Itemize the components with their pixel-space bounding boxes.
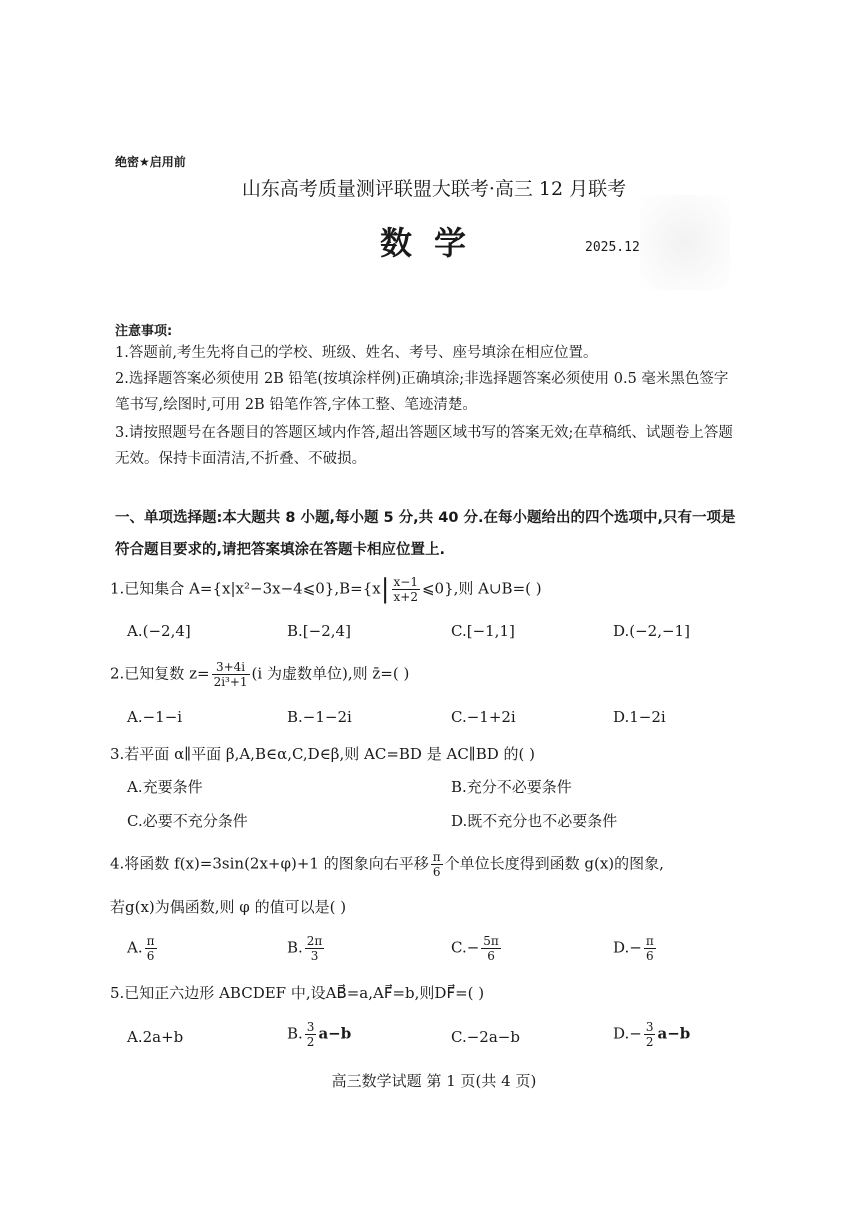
subject-title: 数学 [379, 224, 488, 262]
q2-frac-num: 3+4i [212, 660, 250, 675]
q4-a-prefix: A. [127, 938, 143, 957]
q1-option-d: D.(−2,−1] [613, 622, 690, 640]
q4-a-den: 6 [146, 949, 155, 963]
q1-fraction [392, 575, 420, 604]
question-4-stem-line2: 若g(x)为偶函数,则 φ 的值可以是( ) [110, 898, 347, 916]
exam-title: 山东高考质量测评联盟大联考·高三 12 月联考 [241, 178, 627, 200]
q4-shift-den: 6 [432, 865, 441, 879]
notice-item-3: 3.请按照题号在各题目的答题区域内作答,超出答题区域书写的答案无效;在草稿纸、试题卷上答题无效。保持卡面清洁,不折叠、不破损。 [115, 425, 733, 467]
q2-frac-den: 2i³+1 [213, 675, 248, 689]
q1-frac-den: x+2 [393, 590, 418, 604]
question-4-stem [110, 850, 664, 879]
q4-b-frac [305, 934, 325, 963]
q1-option-a: A.(−2,4] [127, 622, 191, 640]
q5-d-num: 3 [645, 1020, 654, 1034]
q5-b-suffix: a−b [318, 1024, 352, 1043]
q5-d-frac [644, 1020, 656, 1049]
exam-date: 2025.12 [585, 240, 640, 255]
q5-option-a: A.2a+b [127, 1028, 184, 1046]
q3-option-a: A.充要条件 [127, 778, 203, 796]
q4-option-a [127, 934, 159, 963]
q4-option-d [613, 934, 658, 963]
q5-option-c: C.−2a−b [451, 1028, 520, 1046]
q2-stem-part: 2.已知复数 z= [110, 664, 210, 683]
q2-option-b: B.−1−2i [287, 708, 352, 726]
question-1-stem [110, 575, 542, 604]
q1-option-c: C.[−1,1] [451, 622, 515, 640]
q4-shift-num: π [432, 850, 441, 864]
q4-option-c [451, 934, 503, 963]
q2-stem-tail: (i 为虚数单位),则 z̄=( ) [251, 664, 410, 683]
question-2-stem [110, 660, 409, 689]
question-5-stem: 5.已知正六边形 ABCDEF 中,设AB⃗=a,AF⃗=b,则DF⃗=( ) [110, 984, 485, 1002]
notice-heading: 注意事项: [115, 324, 173, 339]
q2-option-c: C.−1+2i [451, 708, 516, 726]
q4-c-frac [481, 934, 501, 963]
q4-d-frac [644, 934, 656, 963]
q2-option-d: D.1−2i [613, 708, 666, 726]
q5-b-den: 2 [306, 1035, 315, 1049]
q5-d-suffix: a−b [657, 1024, 691, 1043]
q4-a-num: π [146, 934, 155, 948]
q4-b-prefix: B. [287, 938, 303, 957]
q1-set-open: {x [362, 579, 381, 598]
section-heading: 一、单项选择题:本大题共 8 小题,每小题 5 分,共 40 分.在每小题给出的四个选项中,只有一项是符合题目要求的,请把答案填涂在答题卡相应位置上. [115, 510, 736, 558]
q5-d-den: 2 [645, 1035, 654, 1049]
q5-b-frac [305, 1020, 317, 1049]
q5-option-d [613, 1020, 690, 1049]
q3-option-b: B.充分不必要条件 [451, 778, 572, 796]
q5-b-num: 3 [306, 1020, 315, 1034]
q4-shift-fraction [431, 850, 443, 879]
q4-d-den: 6 [645, 949, 654, 963]
q1-stem-part: 1.已知集合 A={x|x²−3x−4⩽0},B= [110, 579, 363, 598]
q3-option-d: D.既不充分也不必要条件 [451, 812, 618, 830]
q5-d-prefix: D.− [613, 1024, 642, 1043]
q4-c-num: 5π [483, 934, 499, 948]
page-footer: 高三数学试题 第 1 页(共 4 页) [331, 1072, 537, 1090]
q1-stem-tail: ,则 A∪B=( ) [453, 579, 542, 598]
question-3-stem: 3.若平面 α∥平面 β,A,B∈α,C,D∈β,则 AC=BD 是 AC∥BD 的( ) [110, 745, 536, 763]
q5-b-prefix: B. [287, 1024, 303, 1043]
q4-stem-tail: 个单位长度得到函数 g(x)的图象, [444, 854, 664, 873]
q2-fraction [212, 660, 250, 689]
q5-option-b [287, 1020, 351, 1049]
q4-c-den: 6 [487, 949, 495, 963]
q4-a-frac [145, 934, 157, 963]
q4-d-num: π [645, 934, 654, 948]
q4-option-b [287, 934, 326, 963]
q1-frac-num: x−1 [393, 575, 418, 589]
q1-option-b: B.[−2,4] [287, 622, 351, 640]
q2-option-a: A.−1−i [127, 708, 183, 726]
q1-set-close: ⩽0} [421, 579, 454, 598]
notice-item-2: 2.选择题答案必须使用 2B 铅笔(按填涂样例)正确填涂;非选择题答案必须使用 0.5 毫米黑色签字笔书写,绘图时,可用 2B 铅笔作答,字体工整、笔迹清楚。 [115, 371, 729, 413]
q4-b-num: 2π [306, 934, 323, 948]
confidential-label: 绝密★启用前 [115, 155, 186, 169]
notice-item-1: 1.答题前,考生先将自己的学校、班级、姓名、考号、座号填涂在相应位置。 [115, 345, 598, 361]
q3-option-c: C.必要不充分条件 [127, 812, 248, 830]
q4-c-prefix: C.− [451, 938, 480, 957]
q4-stem-part: 4.将函数 f(x)=3sin(2x+φ)+1 的图象向右平移 [110, 854, 429, 873]
q4-d-prefix: D.− [613, 938, 642, 957]
q4-b-den: 3 [310, 949, 319, 963]
q1-set-bar: | [380, 574, 390, 605]
